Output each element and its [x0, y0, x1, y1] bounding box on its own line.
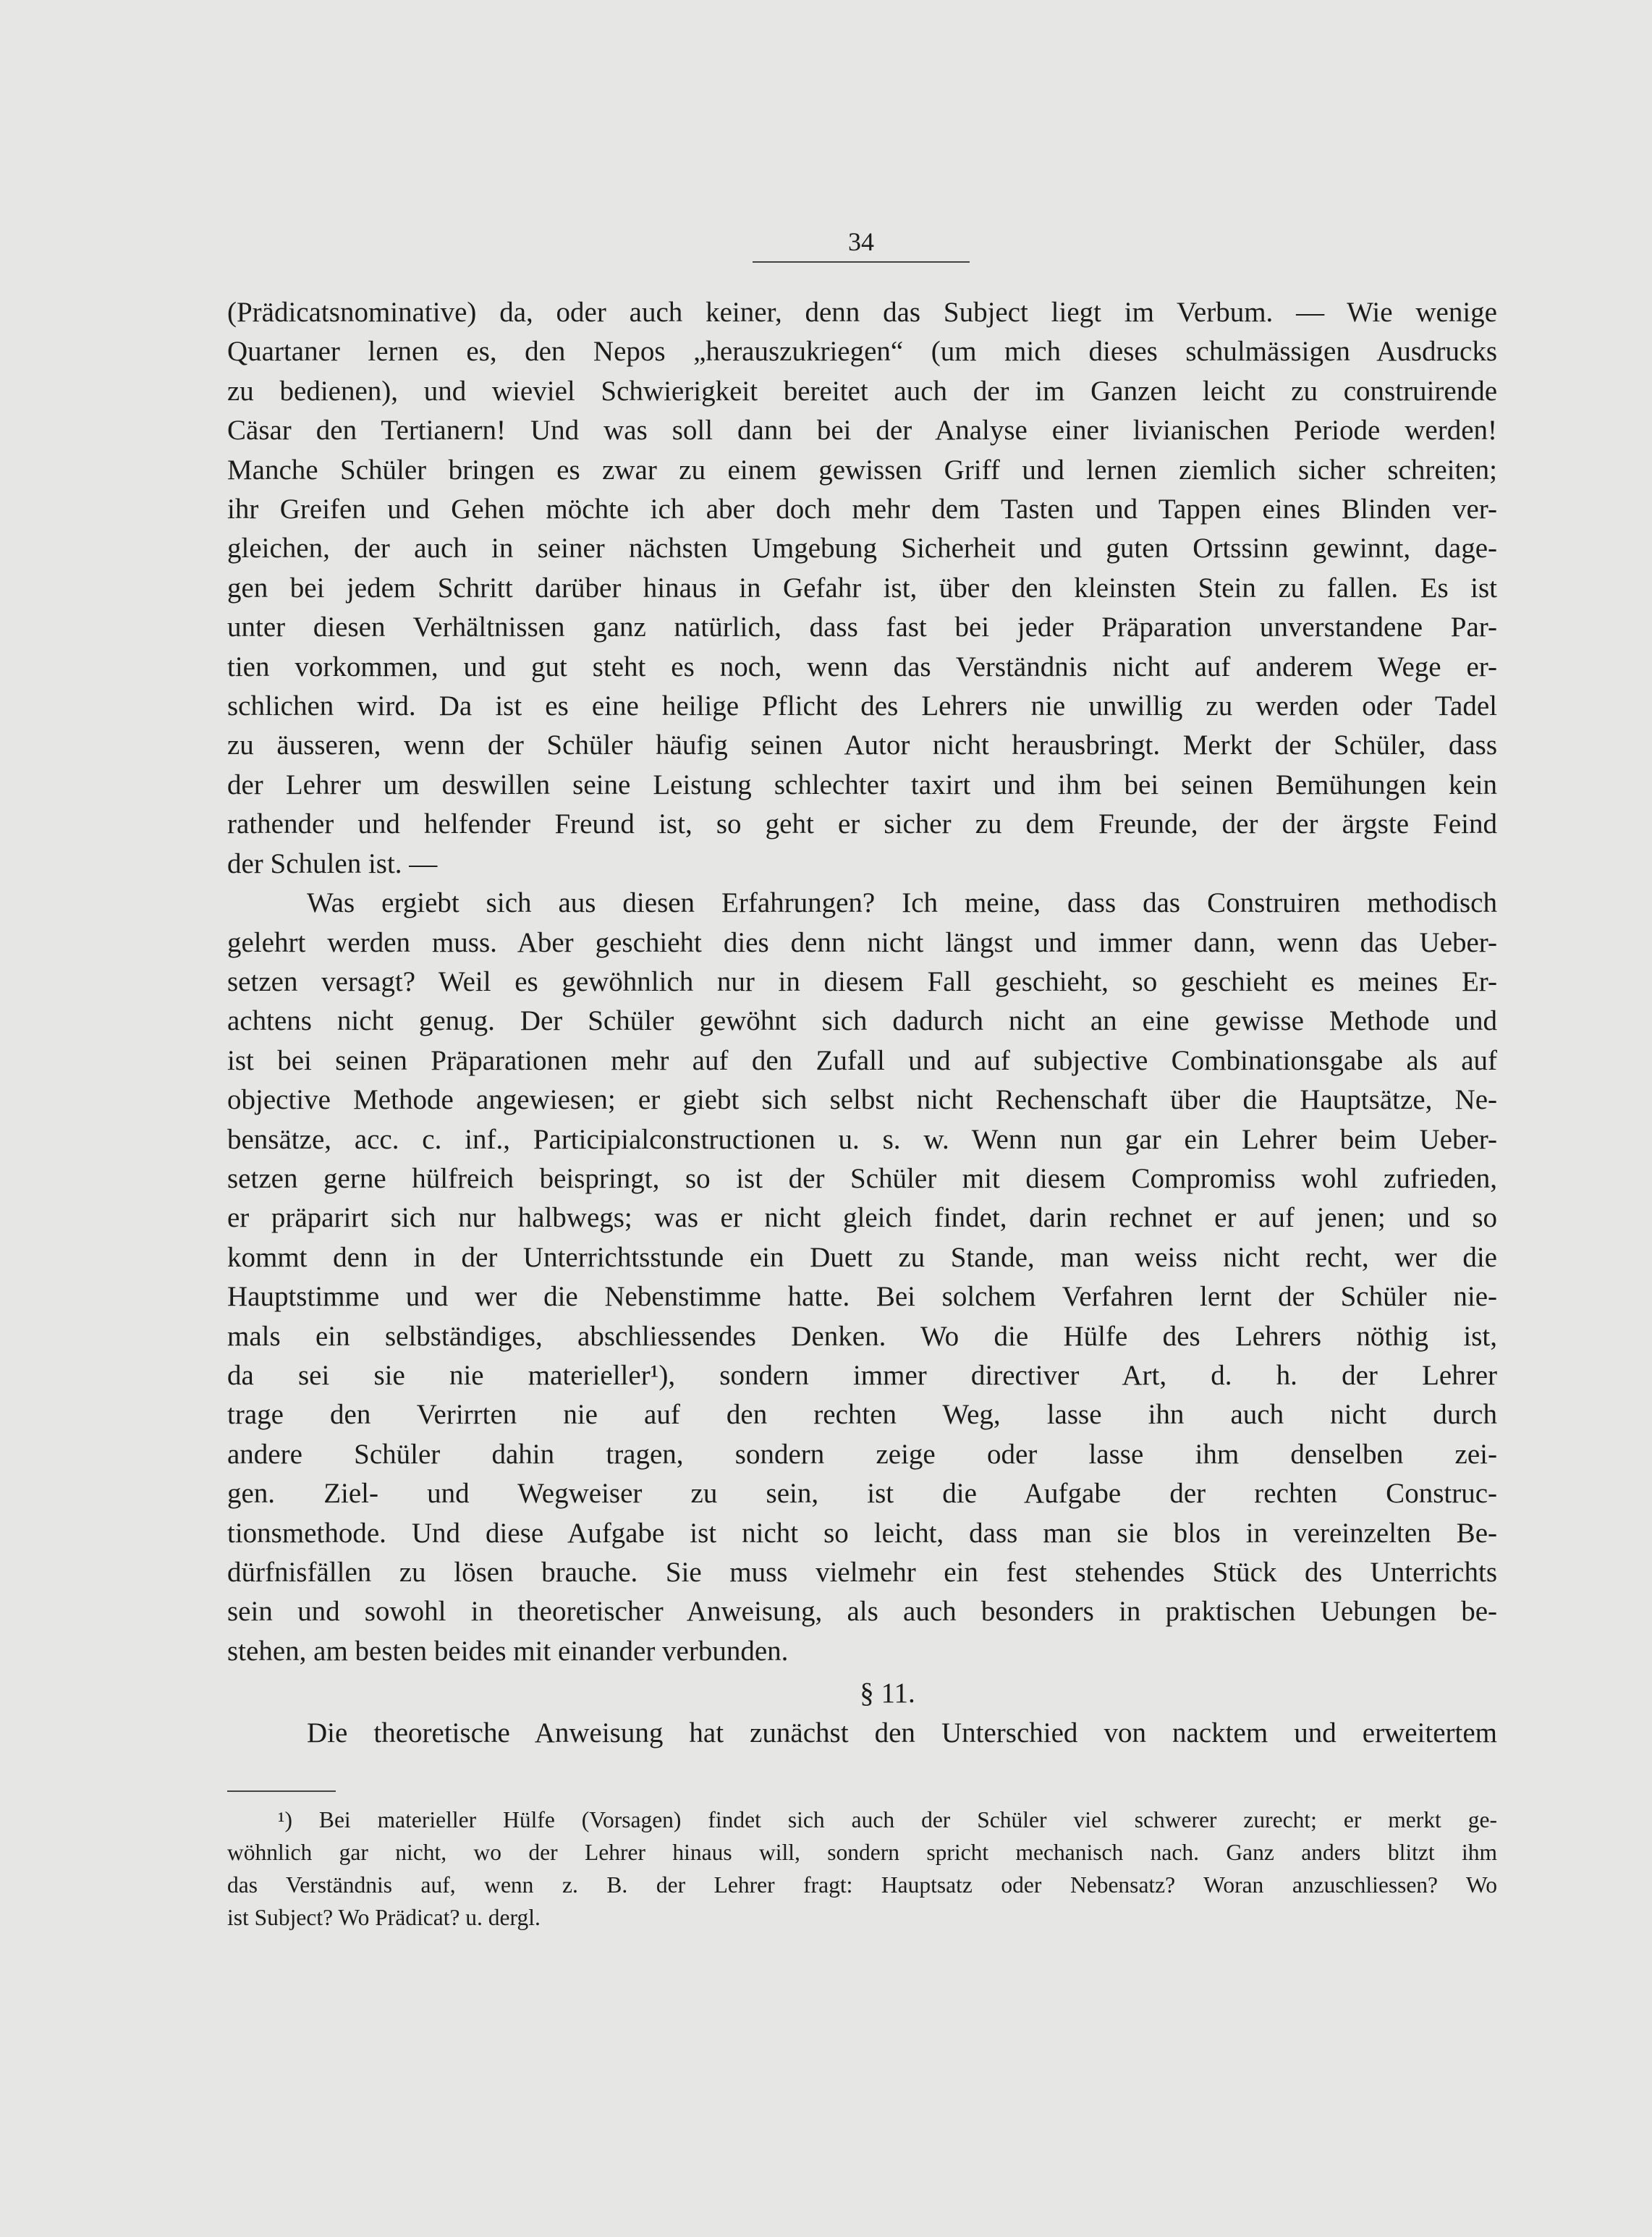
text-line: schlichen wird. Da ist es eine heilige Pflicht des Lehrers nie unwillig zu werden oder Tadel	[227, 690, 1497, 722]
footnote-line: das Verständnis auf, wenn z. B. der Lehrer fragt: Hauptsatz oder Nebensatz? Woran anzuschliessen? Wo	[227, 1872, 1497, 1898]
text-line: er präparirt sich nur halbwegs; was er nicht gleich findet, darin rechnet er auf jenen; und so	[227, 1202, 1497, 1234]
text-line: da sei sie nie materieller¹), sondern immer directiver Art, d. h. der Lehrer	[227, 1359, 1497, 1391]
text-line: tionsmethode. Und diese Aufgabe ist nicht so leicht, dass man sie blos in vereinzelten Be-	[227, 1517, 1497, 1549]
header-rule	[753, 261, 970, 263]
text-line: mals ein selbständiges, abschliessendes Denken. Wo die Hülfe des Lehrers nöthig ist,	[227, 1320, 1497, 1352]
text-line: rathender und helfender Freund ist, so geht er sicher zu dem Freunde, der der ärgste Feind	[227, 808, 1497, 840]
footnote-line: ¹) Bei materieller Hülfe (Vorsagen) findet sich auch der Schüler viel schwerer zurecht; er merkt ge-	[278, 1807, 1497, 1832]
page-number: 34	[848, 227, 874, 256]
text-line: gen. Ziel- und Wegweiser zu sein, ist die Aufgabe der rechten Construc-	[227, 1478, 1497, 1510]
text-line: sein und sowohl in theoretischer Anweisung, als auch besonders in praktischen Uebungen be-	[227, 1596, 1497, 1628]
text-line: Quartaner lernen es, den Nepos „herauszukriegen“ (um mich dieses schulmässigen Ausdrucks	[227, 336, 1497, 368]
text-line: kommt denn in der Unterrichtsstunde ein Duett zu Stande, man weiss nicht recht, wer die	[227, 1241, 1497, 1273]
footnotes	[227, 1803, 1497, 1934]
text-line: setzen gerne hülfreich beispringt, so ist der Schüler mit diesem Compromiss wohl zufrieden,	[227, 1162, 1497, 1194]
text-line: Cäsar den Tertianern! Und was soll dann bei der Analyse einer livianischen Periode werden!	[227, 415, 1497, 447]
text-line: unter diesen Verhältnissen ganz natürlich, dass fast bei jeder Präparation unverstandene Par-	[227, 612, 1497, 643]
text-line: (Prädicatsnominative) da, oder auch keiner, denn das Subject liegt im Verbum. — Wie wenige	[227, 297, 1497, 328]
footnote-line: wöhnlich gar nicht, wo der Lehrer hinaus will, sondern spricht mechanisch nach. Ganz anders blitzt ihm	[227, 1840, 1497, 1865]
footnote-line: ist Subject? Wo Prädicat? u. dergl.	[227, 1905, 541, 1930]
text-line: gleichen, der auch in seiner nächsten Umgebung Sicherheit und guten Ortssinn gewinnt, dage-	[227, 533, 1497, 564]
text-line: Die theoretische Anweisung hat zunächst den Unterschied von nacktem und erweitertem	[307, 1717, 1497, 1748]
text-line: der Schulen ist. —	[227, 847, 438, 879]
text-line: Hauptstimme und wer die Nebenstimme hatte. Bei solchem Verfahren lernt der Schüler nie-	[227, 1281, 1497, 1313]
text-line: zu bedienen), und wieviel Schwierigkeit bereitet auch der im Ganzen leicht zu construirende	[227, 375, 1497, 407]
text-line: andere Schüler dahin tragen, sondern zeige oder lasse ihm denselben zei-	[227, 1438, 1497, 1470]
text-line: dürfnisfällen zu lösen brauche. Sie muss vielmehr ein fest stehendes Stück des Unterrichts	[227, 1557, 1497, 1588]
footnote-rule	[227, 1790, 336, 1792]
section-heading: § 11.	[860, 1678, 915, 1709]
text-line: gelehrt werden muss. Aber geschieht dies denn nicht längst und immer dann, wenn das Ueber-	[227, 926, 1497, 958]
text-line: gen bei jedem Schritt darüber hinaus in Gefahr ist, über den kleinsten Stein zu fallen. Es ist	[227, 572, 1497, 604]
text-line: achtens nicht genug. Der Schüler gewöhnt sich dadurch nicht an eine gewisse Methode und	[227, 1005, 1497, 1037]
text-line: tien vorkommen, und gut steht es noch, wenn das Verständnis nicht auf anderem Wege er-	[227, 651, 1497, 682]
text-line: der Lehrer um deswillen seine Leistung schlechter taxirt und ihm bei seinen Bemühungen kein	[227, 769, 1497, 800]
text-line: objective Methode angewiesen; er giebt sich selbst nicht Rechenschaft über die Hauptsätze, Ne-	[227, 1084, 1497, 1116]
text-line: ihr Greifen und Gehen möchte ich aber doch mehr dem Tasten und Tappen eines Blinden ver-	[227, 494, 1497, 525]
text-line: ist bei seinen Präparationen mehr auf den Zufall und auf subjective Combinationsgabe als auf	[227, 1044, 1497, 1076]
text-line: setzen versagt? Weil es gewöhnlich nur in diesem Fall geschieht, so geschieht es meines Er-	[227, 965, 1497, 997]
text-line: trage den Verirrten nie auf den rechten Weg, lasse ihn auch nicht durch	[227, 1399, 1497, 1431]
text-line: stehen, am besten beides mit einander verbunden.	[227, 1635, 789, 1667]
text-line: bensätze, acc. c. inf., Participialconstructionen u. s. w. Wenn nun gar ein Lehrer beim Ueber-	[227, 1123, 1497, 1155]
text-line: Was ergiebt sich aus diesen Erfahrungen? Ich meine, dass das Construiren methodisch	[307, 887, 1497, 919]
text-line: zu äusseren, wenn der Schüler häufig seinen Autor nicht herausbringt. Merkt der Schüler, dass	[227, 730, 1497, 761]
text-line: Manche Schüler bringen es zwar zu einem gewissen Griff und lernen ziemlich sicher schreiten;	[227, 454, 1497, 486]
main-text	[227, 293, 1497, 1753]
